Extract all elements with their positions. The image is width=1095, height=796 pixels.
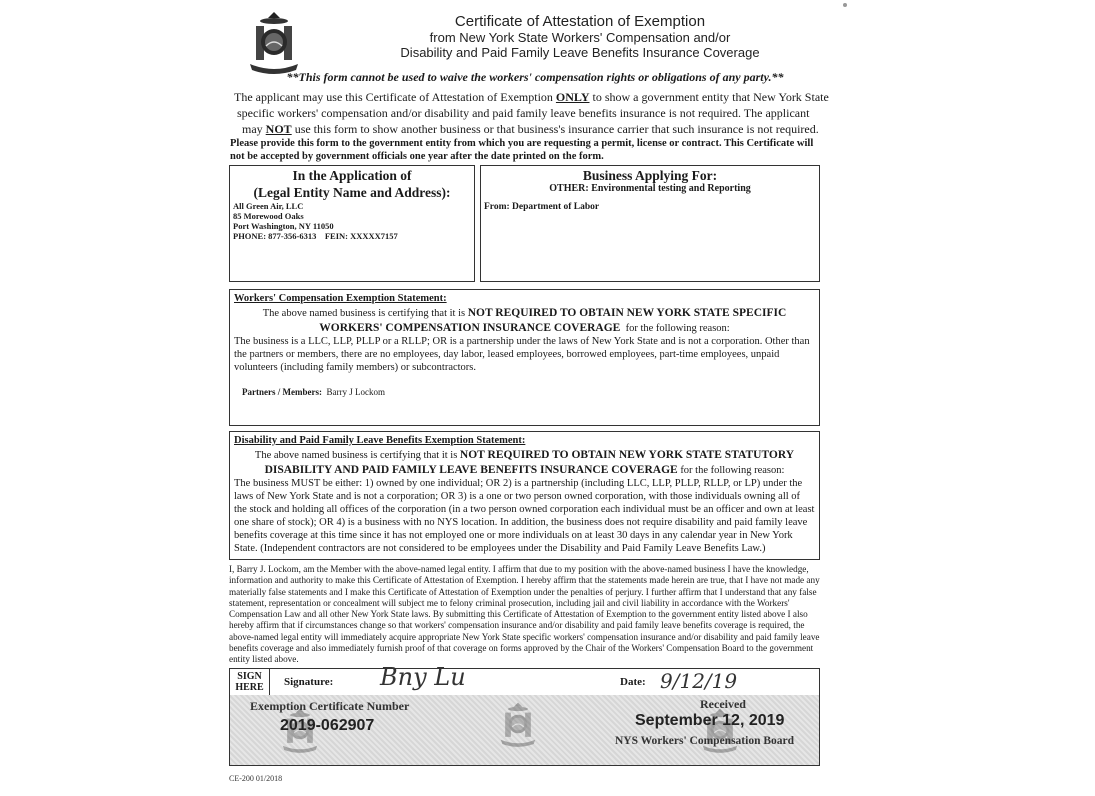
not-emphasis: NOT	[265, 122, 292, 136]
workers-comp-reason: The business is a LLC, LLP, PLLP or a RLLP; OR is a partnership under the laws of New York State and is not a corporation. Other than the partners or members, there are no employees, day labor, leased employees, borrowed employees, part-time employees, unpaid volunteers (including family members) or subcontractors.	[234, 336, 810, 373]
date-label: Date:	[620, 676, 646, 688]
nys-seal-icon	[246, 10, 302, 74]
entity-address-1: 85 Morewood Oaks	[233, 211, 304, 221]
entity-address-2: Port Washington, NY 11050	[233, 221, 334, 231]
application-box	[229, 165, 475, 282]
intro-text: use this form to show another business or that business's insurance carrier that such insurance is not required.	[291, 122, 819, 136]
dis-text: The above named business is certifying that it is	[254, 450, 460, 461]
disability-line-2	[234, 464, 815, 477]
partners-row	[242, 386, 815, 399]
certificate-stamp	[230, 695, 819, 765]
board-name: NYS Workers' Compensation Board	[615, 735, 795, 747]
application-heading-2: (Legal Entity Name and Address):	[253, 185, 451, 200]
date-field[interactable]: 9/12/19	[660, 669, 738, 693]
sign-here-1: SIGN	[237, 671, 262, 682]
ecn-value: 2019-062907	[280, 717, 375, 734]
disability-line-1	[234, 449, 815, 462]
disability-reason: The business MUST be either: 1) owned by one individual; OR 2) is a partnership (including LLC, LLP, PLLP, RLLP, or LP) under the laws of New York State and is not a corporation; OR 3) is a one or two person owned corporation, with those individuals owning all of the stock and holding all offices of the corporation (in a two person owned corporation each individual must be an officer and own at least one share of stock); OR 4) is a business with no NYS location. In addition, the business does not require disability and paid family leave benefits coverage at this time since it has not employed one or more individuals on at least 30 days in any calendar year in New York State. (Independent contractors are not considered to be employees under the Disability and Paid Family Leave Benefits Law.)	[234, 478, 815, 554]
dis-text: for the following reason:	[677, 465, 785, 476]
wc-caps: WORKERS' COMPENSATION INSURANCE COVERAGE	[319, 322, 621, 334]
intro-paragraph	[230, 89, 830, 163]
only-emphasis: ONLY	[555, 90, 590, 104]
intro-text: to show a government entity that New York State	[589, 90, 829, 104]
signature-label: Signature:	[284, 676, 334, 688]
title-line-2: from New York State Workers' Compensation and/or	[429, 30, 731, 45]
signature-block	[229, 663, 820, 766]
business-from: From: Department of Labor	[484, 202, 600, 212]
form-id: CE-200 01/2018	[229, 774, 283, 783]
business-heading: Business Applying For:	[582, 168, 718, 183]
dis-caps: NOT REQUIRED TO OBTAIN NEW YORK STATE STATUTORY	[459, 449, 795, 461]
intro-text: The applicant may use this Certificate of Attestation of Exemption	[234, 90, 556, 104]
workers-comp-box	[229, 289, 820, 426]
wc-text: The above named business is certifying that it is	[262, 308, 468, 319]
form-title	[330, 13, 830, 60]
wc-caps: NOT REQUIRED TO OBTAIN NEW YORK STATE SPECIFIC	[467, 307, 787, 319]
disability-title: Disability and Paid Family Leave Benefits Exemption Statement:	[234, 435, 526, 446]
business-applying-box	[480, 165, 820, 282]
disability-box	[229, 431, 820, 560]
signature-row	[230, 663, 819, 696]
intro-line-1	[230, 89, 830, 105]
business-type: OTHER: Environmental testing and Reporting	[549, 183, 751, 194]
partners-value: Barry J Lockom	[326, 387, 385, 397]
workers-comp-title: Workers' Compensation Exemption Statement:	[234, 293, 447, 304]
intro-line-3	[230, 121, 830, 137]
sign-here-label	[230, 669, 270, 695]
application-heading-1: In the Application of	[292, 168, 412, 183]
intro-text: may	[242, 122, 266, 136]
workers-comp-line-1	[234, 307, 815, 320]
intro-line-2: specific workers' compensation and/or disability and paid family leave benefits insurance is not required. The applicant	[237, 106, 810, 120]
waiver-warning: **This form cannot be used to waive the workers' compensation rights or obligations of any party.**	[286, 70, 784, 84]
scan-speck	[843, 3, 847, 7]
dis-caps: DISABILITY AND PAID FAMILY LEAVE BENEFITS INSURANCE COVERAGE	[264, 464, 678, 476]
seal-watermark-icon	[498, 701, 538, 747]
entity-name: All Green Air, LLC	[233, 201, 304, 211]
title-line-3: Disability and Paid Family Leave Benefits Insurance Coverage	[400, 45, 760, 60]
sign-here-2: HERE	[235, 682, 264, 693]
partners-label: Partners / Members:	[242, 387, 322, 397]
signature-field[interactable]: Bny Lu	[380, 663, 466, 691]
ecn-label: Exemption Certificate Number	[250, 699, 410, 713]
validity-notice: Please provide this form to the government entity from which you are requesting a permit, license or contract. This Certificate will not be accepted by government officials one year after the date printed on the form.	[230, 138, 814, 162]
received-label: Received	[700, 697, 746, 711]
wc-text: for the following reason:	[620, 323, 730, 334]
entity-phone-fein: PHONE: 877-356-6313 FEIN: XXXXX7157	[233, 231, 398, 241]
workers-comp-line-2	[234, 322, 815, 335]
affirmation-paragraph: I, Barry J. Lockom, am the Member with the above-named legal entity. I affirm that due to my position with the above-named business I have the knowledge, information and authority to make this Certificate of Attestation of Exemption. I hereby affirm that the statements made herein are true, that I have not made any materially false statements and I make this Certificate of Attestation of Exemption under the penalties of perjury. I further affirm that I understand that any false statement, representation or concealment will subject me to felony criminal prosecution, including jail and civil liability in accordance with the Workers' Compensation Law and all other New York State laws. By submitting this Certificate of Attestation of Exemption to the government entity listed above I also hereby affirm that if circumstances change so that workers' compensation insurance and/or disability and paid family leave benefits coverage is required, the above-named legal entity will immediately acquire appropriate New York State specific workers' compensation insurance and/or disability and paid family leave benefits coverage and also immediately furnish proof of that coverage on forms approved by the Chair of the Workers' Compensation Board to the government entity listed above.	[229, 564, 820, 665]
title-line-1: Certificate of Attestation of Exemption	[454, 13, 706, 30]
received-date: September 12, 2019	[635, 712, 785, 729]
